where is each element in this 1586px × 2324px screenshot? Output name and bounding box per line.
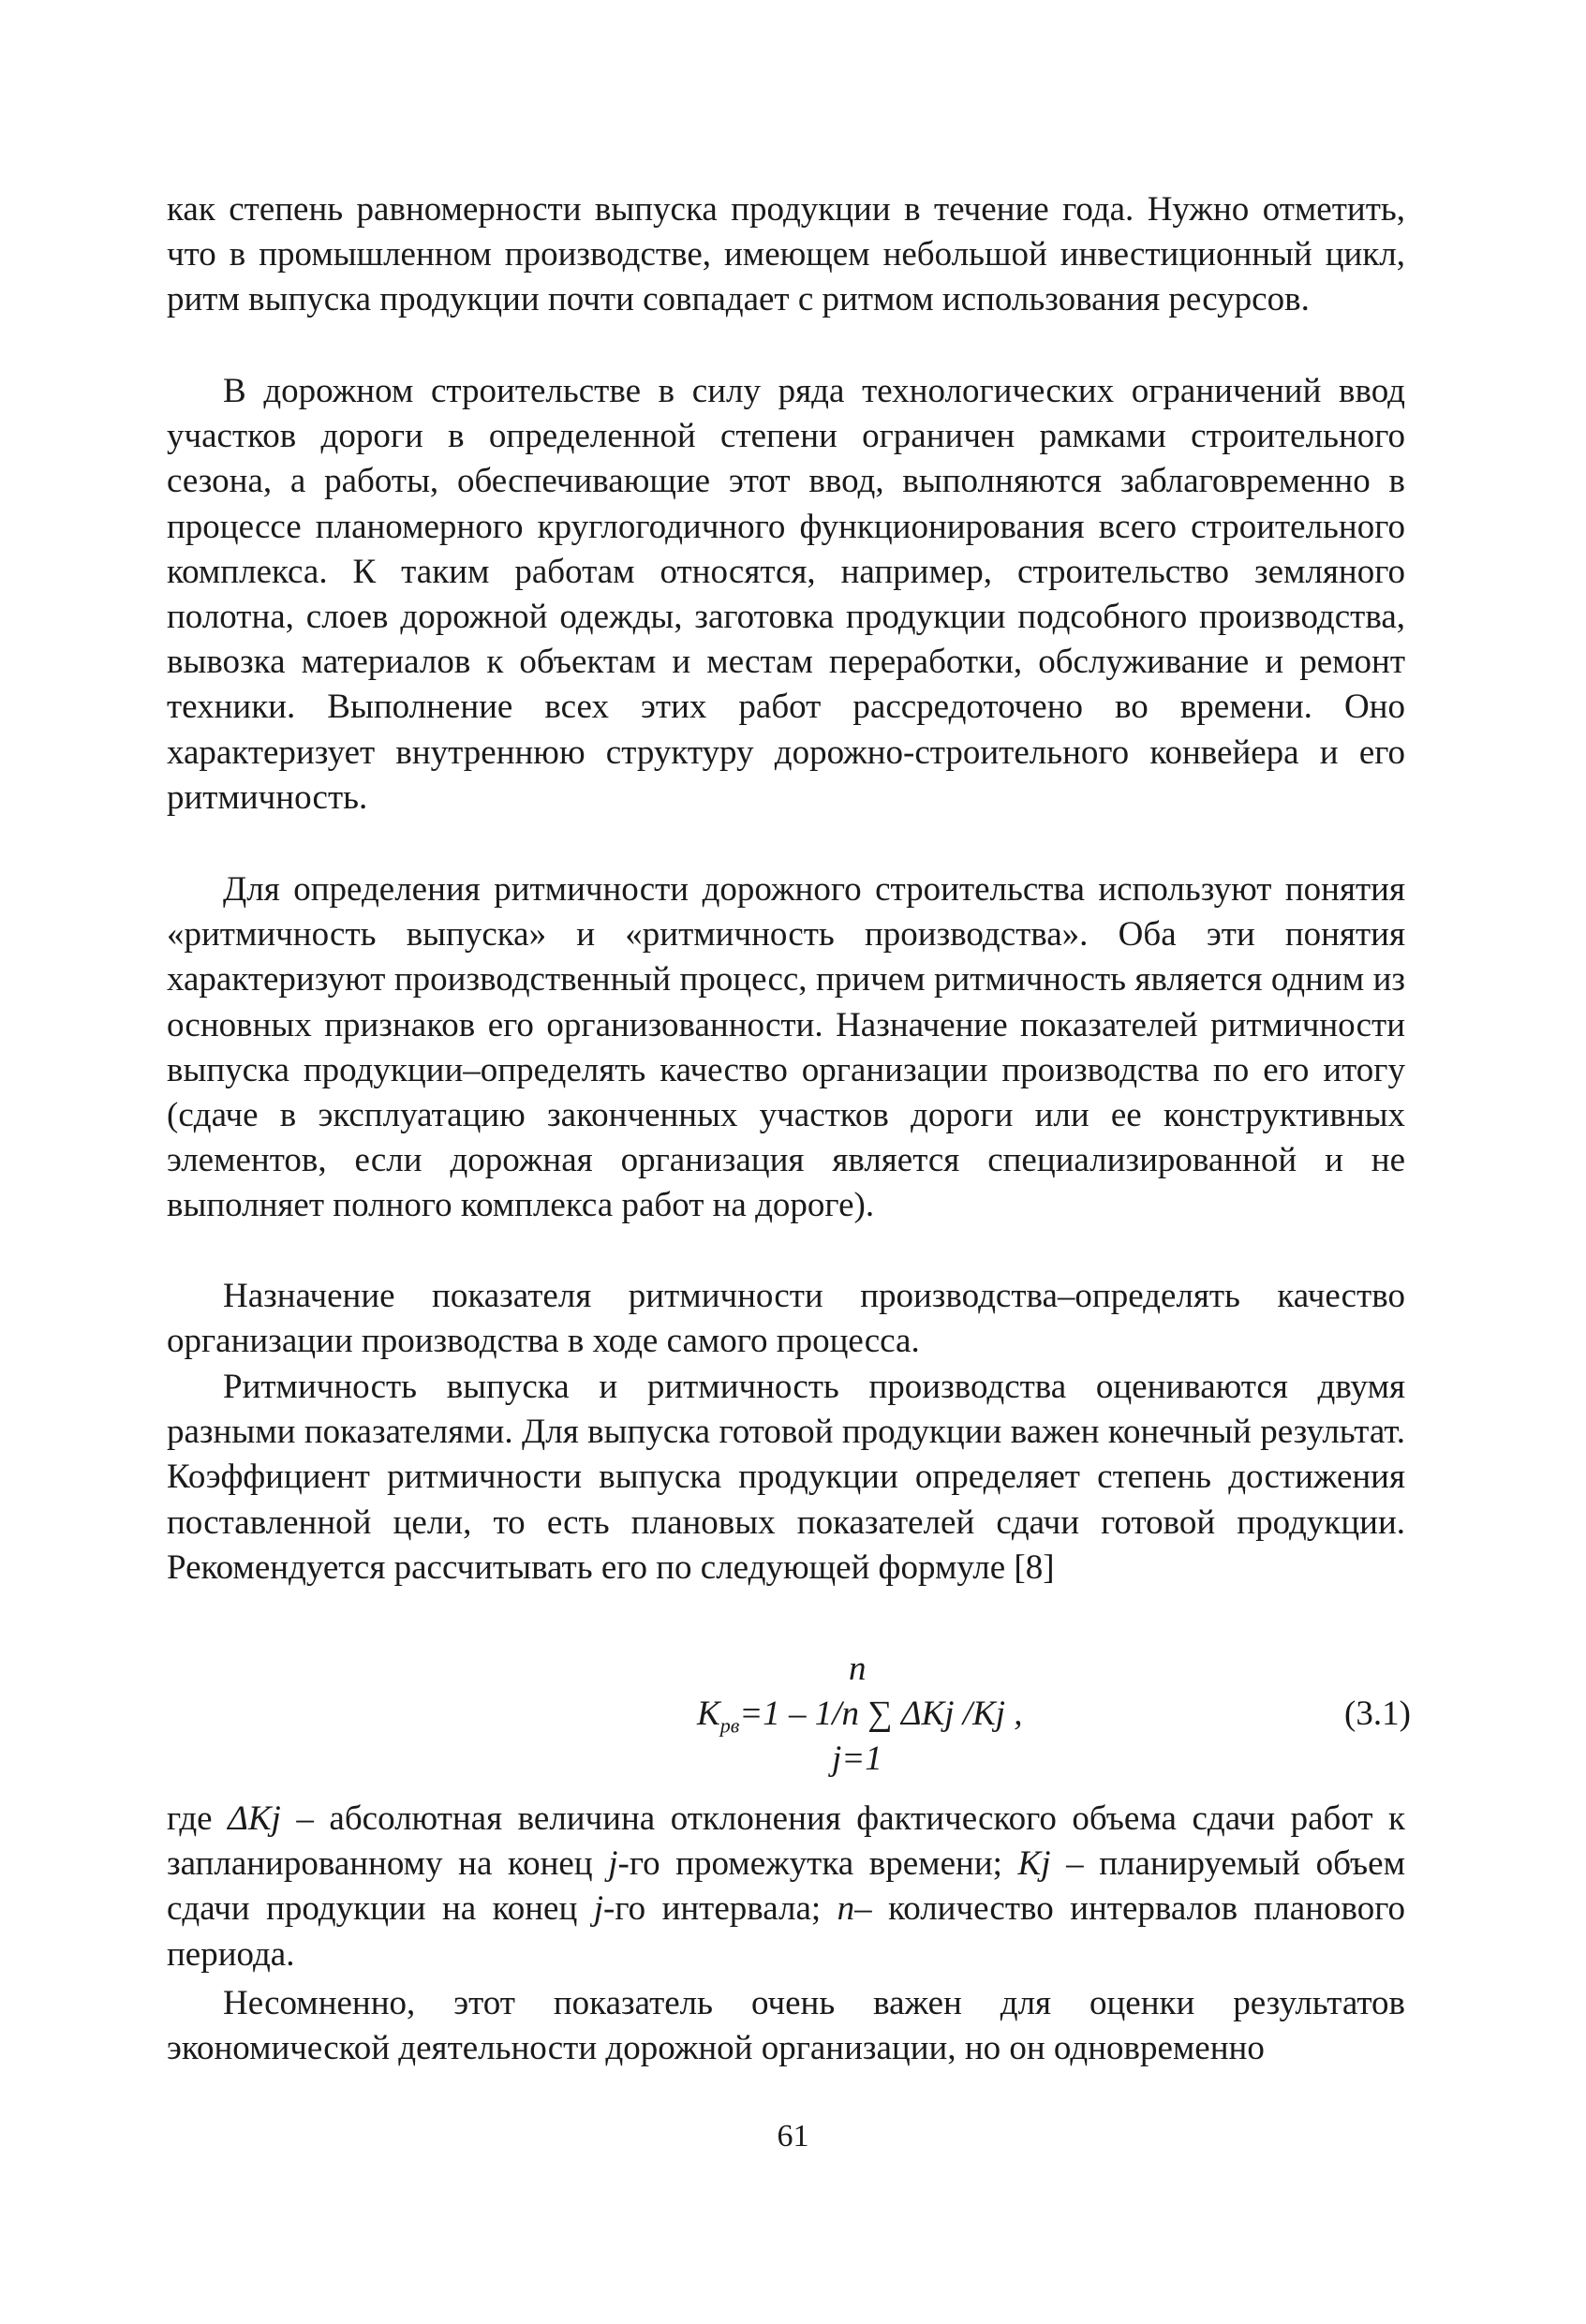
paragraph-text: Ритмичность выпуска и ритмичность производства оцениваются двумя разными показателями. Для выпуска готовой продукции важен конечный результат. Коэффициент ритмичности выпуска продукции определяет степень достижения поставленной цели, то есть плановых показателей сдачи готовой продукции. Рекомендуется рассчитывать его по следующей формуле [8] bbox=[167, 1368, 1405, 1587]
def-term-delta-kj: ΔKj bbox=[228, 1799, 281, 1838]
definitions-paragraph bbox=[167, 1797, 1405, 1977]
paragraph-1 bbox=[167, 187, 1405, 323]
paragraph-3 bbox=[167, 867, 1405, 1229]
paragraph-last bbox=[167, 1981, 1405, 2071]
def-lead: где bbox=[167, 1799, 213, 1838]
paragraph-4 bbox=[167, 1274, 1405, 1364]
paragraph-5 bbox=[167, 1365, 1405, 1591]
formula-lhs: K bbox=[697, 1695, 720, 1733]
paragraph-text: Для определения ритмичности дорожного строительства используют понятия «ритмичность выпуска» и «ритмичность производства». Оба эти понятия характеризуют производственный процесс, причем ритмичность является одним из основных признаков его организованности. Назначение показателей ритмичности выпуска продукции–определять качество организации производства по его итогу (сдаче в эксплуатацию законченных участков дороги или ее конструктивных элементов, если дорожная организация является специализированной и не выполняет полного комплекса работ на дороге). bbox=[167, 870, 1405, 1225]
page-number: 61 bbox=[777, 2119, 809, 2154]
equation-number: (3.1) bbox=[1344, 1695, 1411, 1733]
formula-3-1 bbox=[0, 1649, 1586, 1789]
formula-lhs-subscript: рв bbox=[719, 1713, 740, 1738]
formula-rhs: =1 – 1/n ∑ ΔKj /Kj , bbox=[739, 1695, 1023, 1733]
def-term-kj: Kj bbox=[1017, 1844, 1051, 1884]
paragraph-text: Назначение показателя ритмичности производства–определять качество организации производства в ходе самого процесса. bbox=[167, 1277, 1405, 1361]
definitions-text bbox=[167, 1797, 1405, 1977]
def-text-5: – количество интервалов планового периода. bbox=[167, 1889, 1405, 1974]
def-var-j: j bbox=[608, 1844, 618, 1884]
def-text-1: – абсолютная величина отклонения фактического объема сдачи работ к запланированному на конец bbox=[167, 1799, 1406, 1884]
paragraph-text: В дорожном строительстве в силу ряда технологических ограничений ввод участков дороги в определенной степени ограничен рамками строительного сезона, а работы, обеспечивающие этот ввод, выполняются заблаговременно в процессе планомерного круглогодичного функционирования всего строительного комплекса. К таким работам относятся, например, строительство земляного полотна, слоев дорожной одежды, заготовка продукции подсобного производства, вывозка материалов к объектам и местам переработки, обслуживание и ремонт техники. Выполнение всех этих работ рассредоточено во времени. Оно характеризует внутреннюю структуру дорожно-строительного конвейера и его ритмичность. bbox=[167, 372, 1405, 817]
paragraph-2 bbox=[167, 369, 1405, 821]
def-term-n: n bbox=[837, 1889, 855, 1929]
def-text-2: -го промежутка времени; bbox=[617, 1844, 1018, 1884]
sum-lower-limit: j=1 bbox=[832, 1739, 882, 1778]
sum-upper-limit: n bbox=[849, 1650, 867, 1688]
formula-expression bbox=[697, 1694, 1023, 1738]
paragraph-text: как степень равномерности выпуска продукции в течение года. Нужно отметить, что в промышленном производстве, имеющем небольшой инвестиционный цикл, ритм выпуска продукции почти совпадает с ритмом использования ресурсов. bbox=[167, 190, 1405, 319]
def-text-3: – планируемый объем сдачи продукции на конец bbox=[167, 1844, 1405, 1929]
def-var-j: j bbox=[593, 1889, 604, 1929]
def-text-4: -го интервала; bbox=[603, 1889, 837, 1929]
paragraph-text: Несомненно, этот показатель очень важен для оценки результатов экономической деятельности дорожной организации, но он одновременно bbox=[167, 1984, 1405, 2068]
